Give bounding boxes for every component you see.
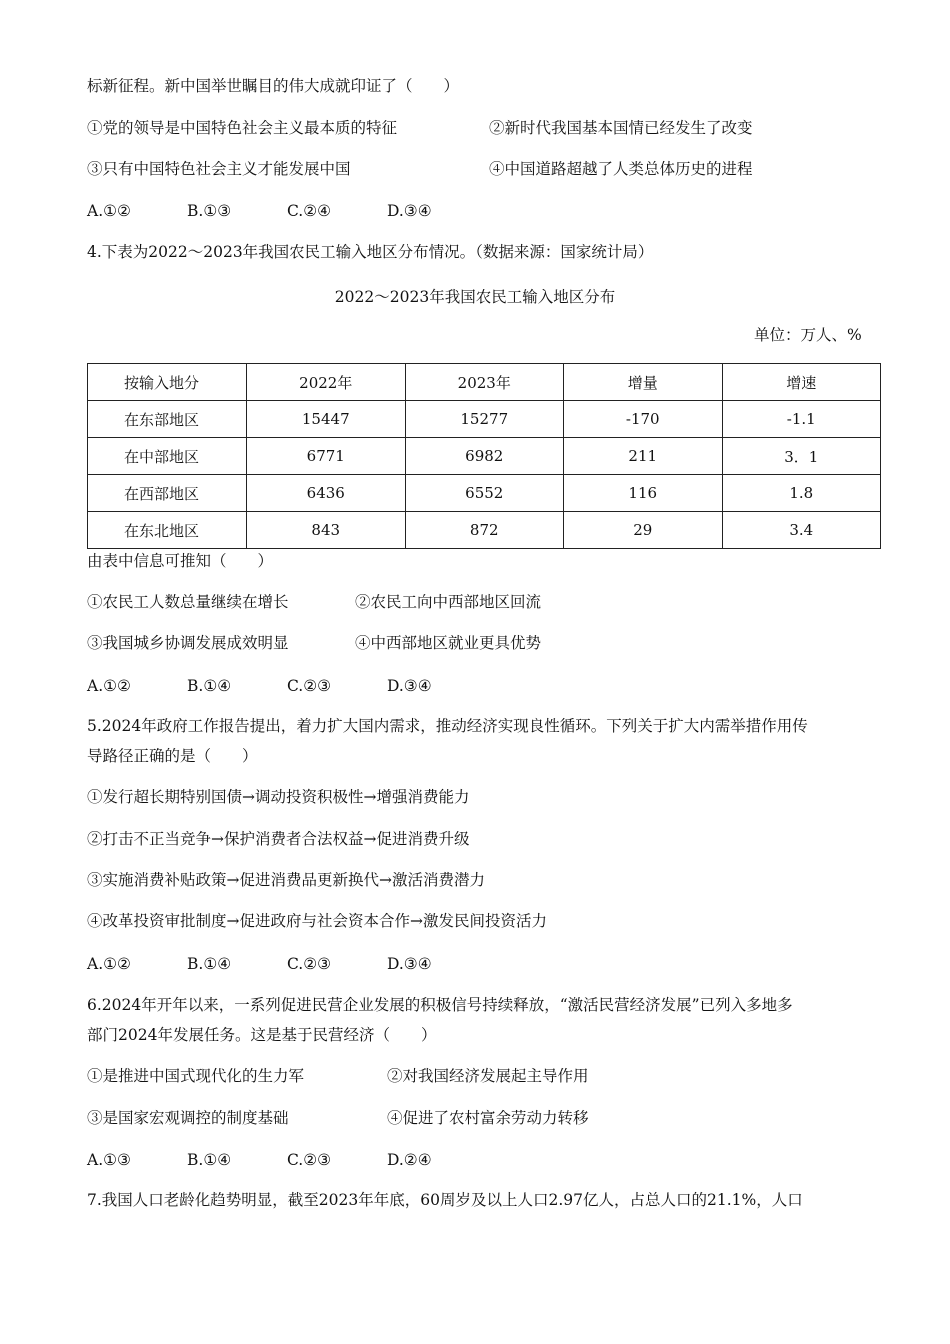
q4-stem: 4.下表为2022～2023年我国农民工输入地区分布情况。（数据来源：国家统计局） (87, 243, 654, 261)
table-cell: 15277 (405, 401, 564, 438)
table-cell: 6552 (405, 475, 564, 512)
q6-choice-a: A.①③ (87, 1151, 131, 1169)
table-cell: 3.4 (722, 512, 881, 549)
q6-choice-d: D.②④ (387, 1151, 432, 1169)
q3-stem-continuation: 标新征程。新中国举世瞩目的伟大成就印证了（ ） (87, 77, 460, 95)
q4-data-table (87, 363, 881, 549)
q5-choice-a: A.①② (87, 955, 131, 973)
q3-choices (87, 201, 487, 221)
table-header-cell: 按输入地分 (88, 364, 247, 401)
table-cell: 872 (405, 512, 564, 549)
q3-option-4: ④中国道路超越了人类总体历史的进程 (489, 160, 753, 178)
table-cell: 在中部地区 (88, 438, 247, 475)
table-row (88, 475, 881, 512)
q4-choice-c: C.②③ (287, 677, 332, 695)
q3-choice-a: A.①② (87, 202, 131, 220)
q3-option-3: ③只有中国特色社会主义才能发展中国 (87, 160, 351, 178)
q4-choices (87, 676, 487, 696)
q3-choice-c: C.②④ (287, 202, 332, 220)
q5-option-3: ③实施消费补贴政策→促进消费品更新换代→激活消费潜力 (87, 871, 485, 889)
q4-choice-b: B.①④ (187, 677, 232, 695)
table-header-cell: 增量 (564, 364, 723, 401)
q5-option-4: ④改革投资审批制度→促进政府与社会资本合作→激发民间投资活力 (87, 912, 547, 930)
q4-option-2: ②农民工向中西部地区回流 (355, 593, 542, 611)
table-cell: 6982 (405, 438, 564, 475)
table-cell: 15447 (247, 401, 406, 438)
q4-prompt: 由表中信息可推知（ ） (87, 552, 274, 570)
table-cell: 3．1 (722, 438, 881, 475)
q6-option-2: ②对我国经济发展起主导作用 (387, 1067, 589, 1085)
table-header-cell: 2023年 (405, 364, 564, 401)
q5-option-1: ①发行超长期特别国债→调动投资积极性→增强消费能力 (87, 788, 470, 806)
table-header-cell: 2022年 (247, 364, 406, 401)
table-header-cell: 增速 (722, 364, 881, 401)
table-cell: 116 (564, 475, 723, 512)
table-cell: 6436 (247, 475, 406, 512)
table-cell: 在西部地区 (88, 475, 247, 512)
q6-choice-b: B.①④ (187, 1151, 232, 1169)
q6-option-1: ①是推进中国式现代化的生力军 (87, 1067, 305, 1085)
q4-option-3: ③我国城乡协调发展成效明显 (87, 634, 289, 652)
table-cell: -1.1 (722, 401, 881, 438)
q3-choice-b: B.①③ (187, 202, 232, 220)
q6-stem-line-2: 部门2024年发展任务。这是基于民营经济（ ） (87, 1026, 437, 1044)
q6-stem-line-1: 6.2024年开年以来，一系列促进民营企业发展的积极信号持续释放，“激活民营经济发展”已列入多地多 (87, 996, 793, 1014)
q5-choice-d: D.③④ (387, 955, 432, 973)
q6-choice-c: C.②③ (287, 1151, 332, 1169)
q6-option-4: ④促进了农村富余劳动力转移 (387, 1109, 589, 1127)
q5-choices (87, 954, 487, 974)
q4-choice-d: D.③④ (387, 677, 432, 695)
q5-stem-line-2: 导路径正确的是（ ） (87, 747, 258, 765)
q4-table-title: 2022～2023年我国农民工输入地区分布 (334, 288, 616, 306)
q4-table-unit: 单位：万人、% (754, 326, 862, 344)
q5-option-2: ②打击不正当竞争→保护消费者合法权益→促进消费升级 (87, 830, 470, 848)
table-row (88, 401, 881, 438)
table-cell: -170 (564, 401, 723, 438)
q5-choice-b: B.①④ (187, 955, 232, 973)
table-cell: 1.8 (722, 475, 881, 512)
q6-option-3: ③是国家宏观调控的制度基础 (87, 1109, 289, 1127)
q6-choices (87, 1150, 487, 1170)
table-cell: 29 (564, 512, 723, 549)
q3-option-1: ①党的领导是中国特色社会主义最本质的特征 (87, 119, 398, 137)
table-row (88, 512, 881, 549)
q3-choice-d: D.③④ (387, 202, 432, 220)
table-cell: 843 (247, 512, 406, 549)
q4-choice-a: A.①② (87, 677, 131, 695)
q4-option-1: ①农民工人数总量继续在增长 (87, 593, 289, 611)
table-cell: 在东部地区 (88, 401, 247, 438)
table-cell: 在东北地区 (88, 512, 247, 549)
q5-stem-line-1: 5.2024年政府工作报告提出，着力扩大国内需求，推动经济实现良性循环。下列关于扩大内需举措作用传 (87, 717, 808, 735)
table-cell: 6771 (247, 438, 406, 475)
q7-stem-line-1: 7.我国人口老龄化趋势明显，截至2023年年底，60周岁及以上人口2.97亿人，占总人口的21.1%，人口 (87, 1191, 803, 1209)
q3-option-2: ②新时代我国基本国情已经发生了改变 (489, 119, 753, 137)
table-cell: 211 (564, 438, 723, 475)
q4-option-4: ④中西部地区就业更具优势 (355, 634, 542, 652)
q5-choice-c: C.②③ (287, 955, 332, 973)
table-header-row (88, 364, 881, 401)
table-row (88, 438, 881, 475)
